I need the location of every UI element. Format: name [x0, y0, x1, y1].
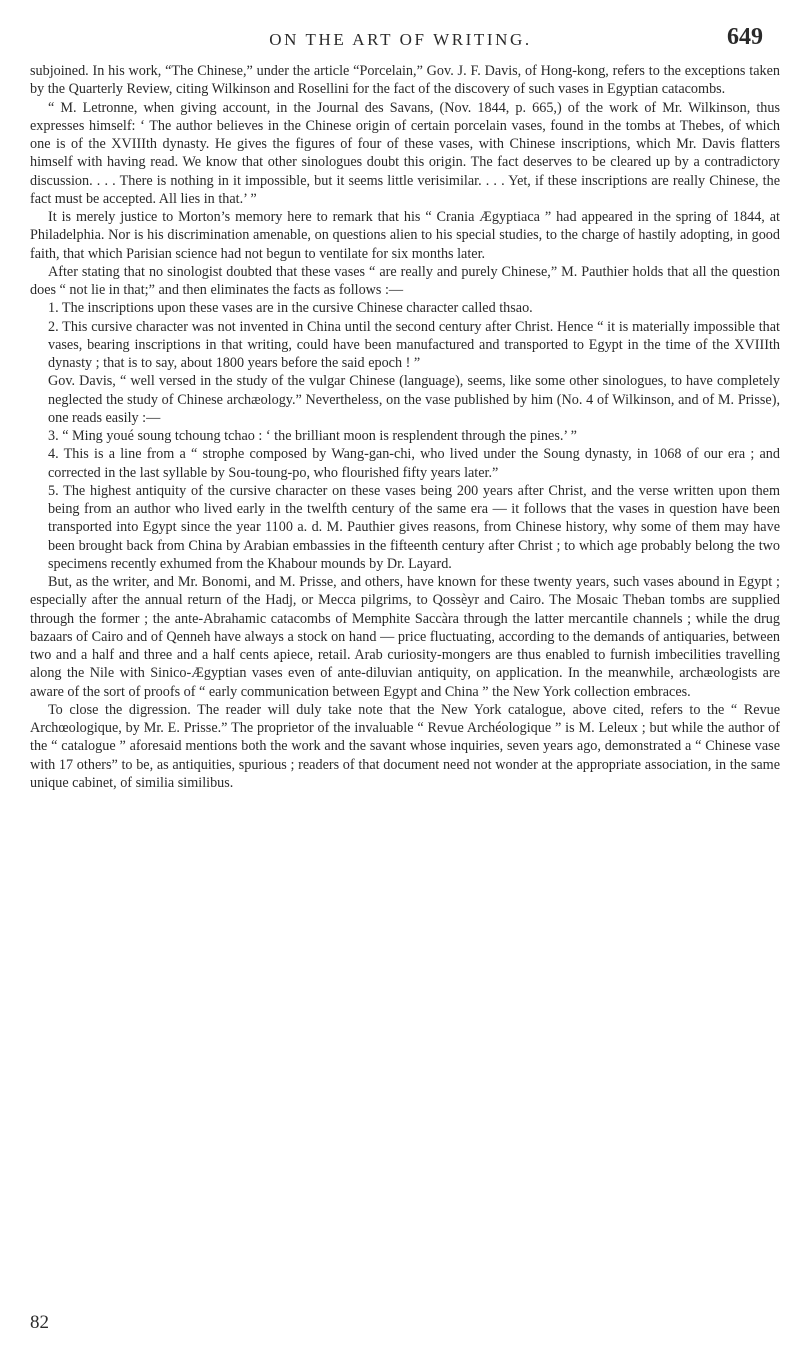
list-item-3: 3. “ Ming youé soung tchoung tchao : ‘ the brilliant moon is resplendent through the pines.’ ” — [48, 428, 577, 444]
list-item-4: 4. This is a line from a “ strophe composed by Wang-gan-chi, who lived under the Soung dynasty, in 1068 of our era ; and corrected in the last syllable by Sou-toung-po, who flourished fifty years later.” — [48, 446, 780, 481]
list-item-1: 1. The inscriptions upon these vases are in the cursive Chinese character called thsao. — [48, 300, 533, 317]
list-item-5: 5. The highest antiquity of the cursive character on these vases being 200 years after Christ, and the verse written upon them being from an author who lived early in the twelfth century of the same era — it follows that the vases in question have been transported into Egypt since the year 1100 a. d. M. Pauthier gives reasons, from Chinese history, why some of them may have been brought back from China by Arabian embassies in the fifteenth century after Christ ; to which age probably belong the two specimens recently exhumed from the Khabour mounds by Dr. Layard. — [48, 482, 780, 572]
list-item-2: 2. This cursive character was not invented in China until the second century after Christ. Hence “ it is materially impossible that vases, bearing inscriptions in that writing, could have been manufactured and transported to Egypt in the time of the XVIIIth dynasty ; that is to say, about 1800 years before the said epoch ! ” — [48, 318, 780, 371]
signature-mark: 82 — [30, 1312, 49, 1333]
paragraph-davis: Gov. Davis, “ well versed in the study of the vulgar Chinese (language), seems, like some other sinologues, to have completely neglected the study of Chinese archæology.” Nevertheless, on the vase published by him (No. 4 of Wilkinson, and of M. Prisse), one reads easily :— — [48, 373, 780, 426]
paragraph-to-close: To close the digression. The reader will duly take note that the New York catalogue, above cited, refers to the “ Revue Archœologique, by Mr. E. Prisse.” The proprietor of the invaluable “ Revue Archéologique ” is M. Leleux ; but while the author of the “ catalogue ” aforesaid mentions both the work and the savant whose inquiries, seven years ago, demonstrated a “ Chinese vase with 17 others” to be, as antiquities, spurious ; readers of that document need not wonder at the appropriate association, in the same unique cabinet, of similia similibus. — [30, 701, 780, 791]
paragraph-subjoined: subjoined. In his work, “The Chinese,” under the article “Porcelain,” Gov. J. F. Davis, of Hong-kong, refers to the exceptions taken by the Quarterly Review, citing Wilkinson and Rosellini for the fact of the discovery of such vases in Egyptian catacombs. — [30, 63, 780, 98]
paragraph-but-as-the-writer: But, as the writer, and Mr. Bonomi, and M. Prisse, and others, have known for these twenty years, such vases abound in Egypt ; especially after the annual return of the Hadj, or Mecca pilgrims, to Qossèyr and Cairo. The Mosaic Theban tombs are supplied through the former ; the ante-Abrahamic catacombs of Memphite Saccàra through the latter mercantile channels ; while the drug bazaars of Cairo and of Qenneh have always a stock on hand — price fluctuating, according to the demands of antiquaries, between two and a half and three and a half cents apiece, retail. Arab curiosity-mongers are thus enabled to furnish imbecilities travelling along the Nile with Sinico-Ægyptian vases even of ante-diluvian antiquity, on application. In the meanwhile, archæologists are aware of the sort of proofs of “ early communication between Egypt and China ” the New York collection embraces. — [30, 574, 780, 700]
paragraph-pauthier: After stating that no sinologist doubted that these vases “ are really and purely Chinese,” M. Pauthier holds that all the question does “ not lie in that;” and then eliminates the facts as follows :— — [30, 263, 780, 298]
running-head: ON THE ART OF WRITING. — [269, 30, 532, 49]
page-number: 649 — [727, 24, 763, 50]
paragraph-morton: It is merely justice to Morton’s memory here to remark that his “ Crania Ægyptiaca ” had appeared in the spring of 1844, at Philadelphia. Nor is his discrimination amenable, on questions alien to his special studies, to the charge of hastily adopting, in good faith, that which Parisian science had not begun to ventilate for six months later. — [30, 209, 780, 262]
page-header — [0, 14, 801, 54]
body-text — [30, 62, 780, 792]
paragraph-letronne-quote: “ M. Letronne, when giving account, in the Journal des Savans, (Nov. 1844, p. 665,) of the work of Mr. Wilkinson, thus expresses himself: ‘ The author believes in the Chinese origin of certain porcelain vases, found in the tombs at Thebes, of which one is of the XVIIIth dynasty. He gives the figures of four of these vases, with Chinese inscriptions, which Mr. Davis flatters himself with having read. We know that other sinologues doubt this origin. The fact deserves to be cleared up by a contradictory discussion. . . . There is nothing in it impossible, but it seems little verisimilar. . . . Yet, if these inscriptions are really Chinese, the fact must be accepted. All lies in that.’ ” — [30, 99, 780, 207]
